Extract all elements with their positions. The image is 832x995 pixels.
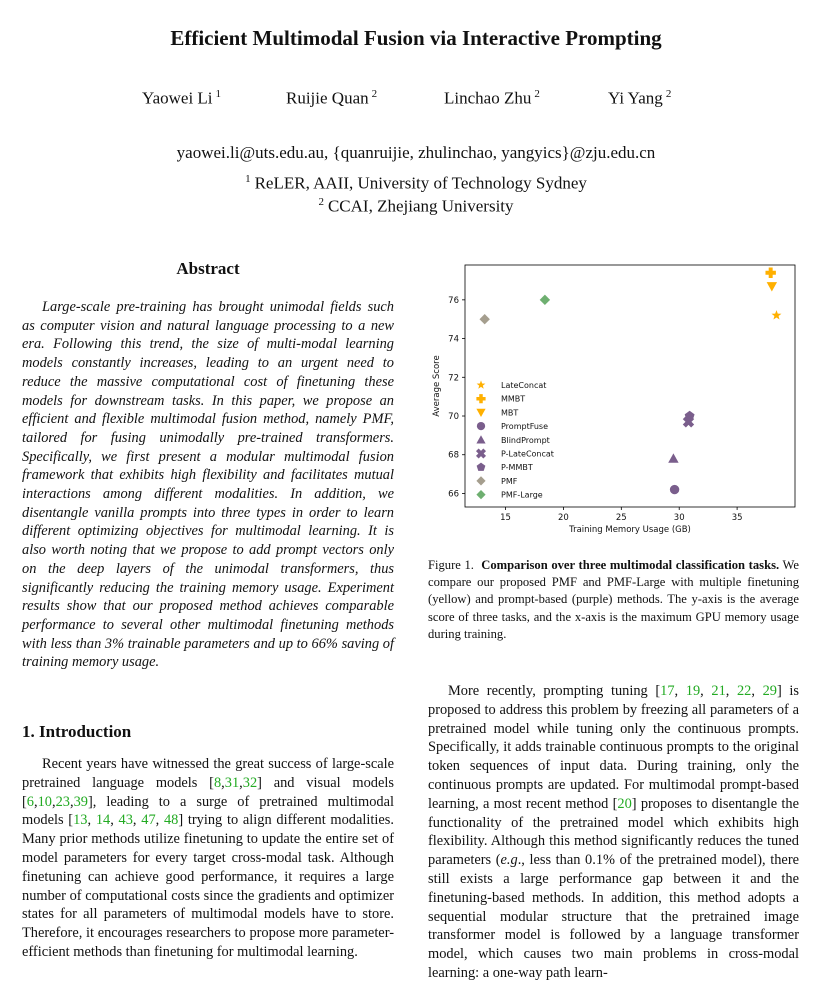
author-affiliation-mark: 2	[534, 88, 540, 100]
legend-marker-lateconcat	[477, 380, 486, 388]
paper-title: Efficient Multimodal Fusion via Interactive Prompting	[170, 26, 662, 50]
data-point-pmf	[479, 314, 489, 324]
data-point-p-mmbt	[685, 411, 695, 420]
legend-label: PMF	[501, 476, 518, 486]
data-point-mbt	[767, 282, 777, 291]
citation-link[interactable]: 13	[73, 812, 88, 829]
legend-marker-p-lateconcat	[477, 450, 484, 457]
author-name: Linchao Zhu	[444, 88, 532, 108]
intro-paragraph-2: More recently, prompting tuning [17, 19, 21, 22, 29] is proposed to address this problem by freezing all parameters of a pretrained model while tuning only the continuous prompts. Specifically, it adds trainable continuous prompts to the original token sequences of input data. During training, only the continuous prompts are updated. For multimodal prompt-based learning, a most recent method [20] proposes to disentangle the functionality of the pretrained model which exhibits high flexibility. Although this method significantly reduces the tuned parameters (e.g., less than 0.1% of the pretrained model), there still exists a large performance gap between it and the finetuning-based methods. In addition, this method adopts a sequential modular structure that the pretrained image transformer model is followed by a language transformer model, which causes two main problems in cross-modal learning: a one-way path learn-	[428, 683, 800, 981]
author-3	[444, 88, 540, 109]
data-point-mmbt	[765, 268, 775, 278]
citation-link[interactable]: 6	[26, 793, 34, 810]
legend-marker-pmf	[476, 476, 485, 485]
y-tick-label: 68	[448, 450, 459, 461]
author-affiliation-mark: 2	[371, 88, 378, 100]
legend-label: P-MMBT	[501, 463, 533, 473]
figure-label: Figure 1.	[428, 558, 474, 572]
author-1	[142, 88, 221, 109]
figure-1-chart	[432, 262, 797, 540]
author-emails: yaowei.li@uts.edu.au, {quanruijie, zhulinchao, yangyics}@zju.edu.cn	[176, 143, 656, 162]
citation-link[interactable]: 31	[224, 774, 240, 791]
citation-link[interactable]: 8	[213, 774, 222, 791]
x-tick-label: 20	[558, 513, 569, 523]
x-tick-label: 35	[731, 513, 743, 523]
citation-link[interactable]: 10	[37, 793, 52, 810]
y-tick-label: 70	[448, 412, 459, 423]
author-2	[286, 88, 377, 109]
affiliation-mark: 2	[318, 196, 324, 208]
legend-marker-p-mmbt	[477, 463, 486, 471]
x-tick-label: 15	[500, 513, 511, 523]
citation-link[interactable]: 17	[660, 683, 675, 699]
citation-link[interactable]: 19	[685, 683, 701, 699]
y-tick-label: 72	[448, 373, 459, 384]
legend-marker-pmf-large	[476, 490, 485, 499]
citation-link[interactable]: 39	[73, 793, 88, 810]
legend-marker-mbt	[476, 409, 485, 417]
citation-link[interactable]: 29	[762, 683, 777, 699]
citation-link[interactable]: 48	[163, 812, 179, 829]
x-tick-label: 30	[673, 513, 685, 523]
author-4	[608, 88, 671, 109]
author-name: Ruijie Quan	[286, 88, 369, 108]
legend-label: BlindPrompt	[501, 435, 550, 445]
y-tick-label: 66	[448, 489, 459, 500]
citation-link[interactable]: 32	[242, 774, 258, 791]
citation-link[interactable]: 23	[55, 793, 70, 810]
affiliation-mark: 1	[245, 173, 251, 185]
legend-marker-promptfuse	[477, 422, 485, 430]
x-axis-label: Training Memory Usage (GB)	[569, 525, 691, 535]
affiliation-text: CCAI, Zhejiang University	[327, 196, 514, 216]
legend-label: P-LateConcat	[501, 449, 554, 459]
author-affiliation-mark: 1	[215, 88, 222, 100]
legend-label: MBT	[501, 408, 519, 418]
abstract-heading: Abstract	[176, 259, 240, 278]
author-name: Yaowei Li	[142, 88, 213, 108]
data-point-blindprompt	[668, 453, 678, 462]
citation-link[interactable]: 21	[711, 683, 726, 699]
data-point-pmf-large	[540, 295, 550, 305]
legend-label: MMBT	[501, 394, 526, 404]
figure-caption-bold: Comparison over three multimodal classification tasks.	[481, 558, 780, 572]
section-heading-introduction: 1. Introduction	[22, 722, 132, 741]
affiliation-1	[0, 173, 832, 194]
intro-paragraph-1: Recent years have witnessed the great success of large-scale pretrained language models [8,31,32] and visual models [6,10,23,39], leading to a surge of pretrained multimodal models [13, 14, 43, 47, 48] trying to align different modalities. Many prior methods utilize finetuning to update the entire set of model parameters for every target cross-modal task. Although finetuning can achieve good performance, it requires a large number of computational costs since the gradients and optimizer states for all parameters of multimodal models have to store. Therefore, it encourages researchers to propose more parameter-efficient methods than finetuning for multimodal learning.	[22, 756, 394, 960]
figure-caption-text: We compare our proposed PMF and PMF-Large with multiple finetuning (yellow) and prompt-based (purple) methods. The y-axis is the average score of three tasks, and the x-axis is the maximum GPU memory usage during training.	[428, 558, 800, 641]
y-tick-label: 74	[448, 334, 459, 345]
y-tick-label: 76	[448, 295, 459, 306]
affiliation-text: ReLER, AAII, University of Technology Sydney	[254, 173, 587, 193]
data-point-promptfuse	[670, 485, 679, 494]
author-affiliation-mark: 2	[665, 88, 672, 100]
citation-link[interactable]: 43	[118, 812, 133, 829]
legend-marker-blindprompt	[476, 435, 485, 443]
citation-link[interactable]: 22	[736, 683, 752, 699]
abstract-text: Large-scale pre-training has brought unimodal fields such as computer vision and natural language processing to a new era. Following this trend, the size of multi-modal learning models constantly increases, leading to an urgent need to reduce the massive computational cost of finetuning these models for downstream tasks. In this paper, we propose an efficient and flexible multimodal fusion method, namely PMF, tailored for fusing unimodally pre-trained transformers. Specifically, we first present a modular multimodal fusion framework that exhibits high flexibility and facilitates mutual interactions among different modalities. In addition, we disentangle vanilla prompts into three types in order to learn different optimizing objectives for multimodal learning. It is also worth noting that we propose to add prompt vectors only on the deep layers of the unimodal transformers, thus significantly reducing the training memory usage. Experiment results show that our proposed method achieves comparable performance to several other multimodal finetuning methods with less than 3% trainable parameters and up to 66% saving of training memory usage.	[22, 299, 394, 671]
citation-link[interactable]: 20	[617, 795, 632, 812]
author-name: Yi Yang	[608, 88, 663, 108]
affiliation-2	[0, 196, 832, 217]
citation-link[interactable]: 14	[95, 812, 111, 829]
x-tick-label: 25	[615, 513, 627, 523]
figure-1-caption	[428, 557, 799, 643]
citation-link[interactable]: 47	[141, 812, 156, 829]
y-axis-label: Average Score	[432, 355, 442, 417]
legend-marker-mmbt	[476, 394, 485, 403]
legend-label: LateConcat	[501, 381, 547, 390]
data-point-lateconcat	[772, 310, 782, 319]
legend-label: PMF-Large	[501, 490, 543, 500]
legend-label: PromptFuse	[501, 422, 549, 432]
